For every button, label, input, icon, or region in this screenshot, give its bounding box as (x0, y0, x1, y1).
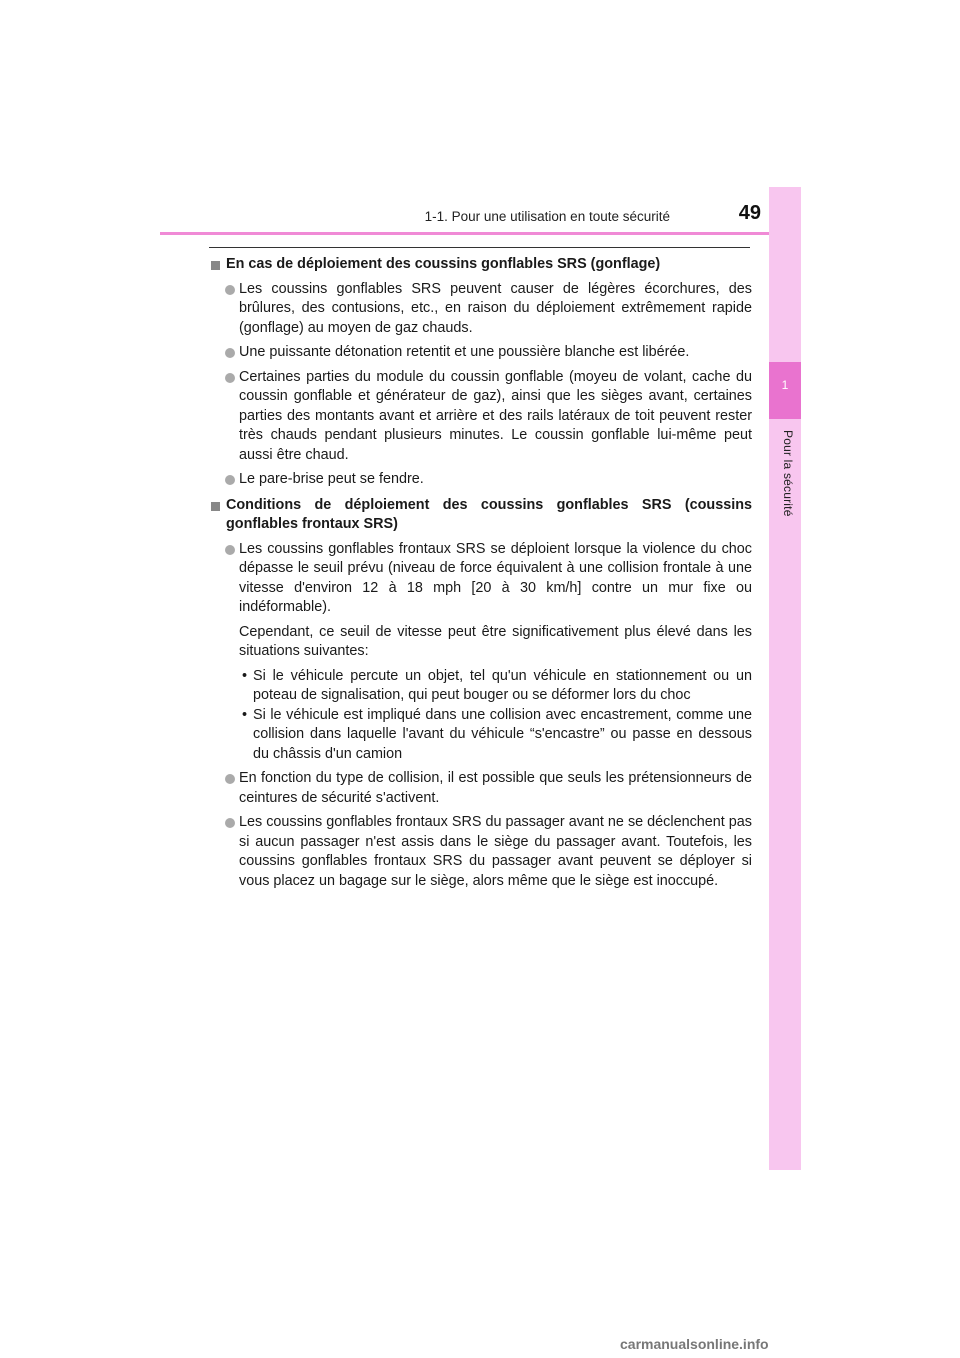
circle-bullet-icon (225, 475, 235, 485)
chapter-number: 1 (781, 378, 789, 392)
section-heading: Conditions de déploiement des coussins gonflables SRS (coussins gonflables frontaux SRS) (211, 496, 752, 535)
list-item: En fonction du type de collision, il est possible que seuls les prétensionneurs de ceintures de sécurité s'activent. (211, 769, 752, 808)
page-content (211, 255, 752, 891)
list-item: Le pare-brise peut se fendre. (211, 470, 752, 490)
circle-bullet-icon (225, 774, 235, 784)
list-item: Les coussins gonflables frontaux SRS se déploient lorsque la violence du choc dépasse le seuil prévu (niveau de force équivalent à une collision frontale à une vitesse d'environ 12 à 18 mph [20 à 30 km/h] contre un mur fixe ou indéformable). (211, 540, 752, 618)
chapter-side-tab (769, 187, 801, 1170)
dot-mark: • (242, 667, 248, 684)
circle-bullet-icon (225, 285, 235, 295)
list-item: Les coussins gonflables frontaux SRS du passager avant ne se déclenchent pas si aucun passager n'est assis dans le siège du passager avant. Toutefois, les coussins gonflables frontaux SRS du passager avant peuvent se déployer si vous placez un bagage sur le siège, alors même que le siège est inoccupé. (211, 813, 752, 891)
circle-bullet-icon (225, 818, 235, 828)
sub-list-item: • Si le véhicule est impliqué dans une collision avec encastrement, comme une collision dans laquelle l'avant du véhicule “s'encastre” ou passe en dessous du châssis d'un camion (242, 706, 752, 762)
dot-mark: • (242, 706, 248, 723)
sub-list-item: • Si le véhicule percute un objet, tel qu'un véhicule en stationnement ou un poteau de signalisation, qui peut bouger ou se déformer lors du choc (242, 667, 752, 703)
watermark: carmanualsonline.info (620, 1336, 769, 1352)
header-rule (160, 232, 801, 235)
list-item: Les coussins gonflables SRS peuvent causer de légères écorchures, des brûlures, des contusions, etc., en raison du déploiement extrêmement rapide (gonflage) au moyen de gaz chauds. (211, 280, 752, 339)
circle-bullet-icon (225, 373, 235, 383)
square-bullet-icon (211, 502, 220, 511)
running-head: 1-1. Pour une utilisation en toute sécurité (424, 209, 670, 224)
page-number: 49 (738, 202, 761, 224)
square-bullet-icon (211, 261, 220, 270)
circle-bullet-icon (225, 545, 235, 555)
content-top-rule (209, 247, 750, 248)
paragraph: Cependant, ce seuil de vitesse peut être significativement plus élevé dans les situations suivantes: (239, 623, 752, 659)
circle-bullet-icon (225, 348, 235, 358)
list-item: Certaines parties du module du coussin gonflable (moyeu de volant, cache du coussin gonflable et générateur de gaz), ainsi que les sièges avant, certaines parties des montants avant et arrière et des rails latéraux de toit peuvent rester très chauds pendant plusieurs minutes. Le coussin gonflable lui-même peut aussi être chaud. (211, 368, 752, 466)
section-heading: En cas de déploiement des coussins gonflables SRS (gonflage) (211, 255, 752, 275)
chapter-label: Pour la sécurité (781, 430, 795, 517)
list-item: Une puissante détonation retentit et une poussière blanche est libérée. (211, 343, 752, 363)
